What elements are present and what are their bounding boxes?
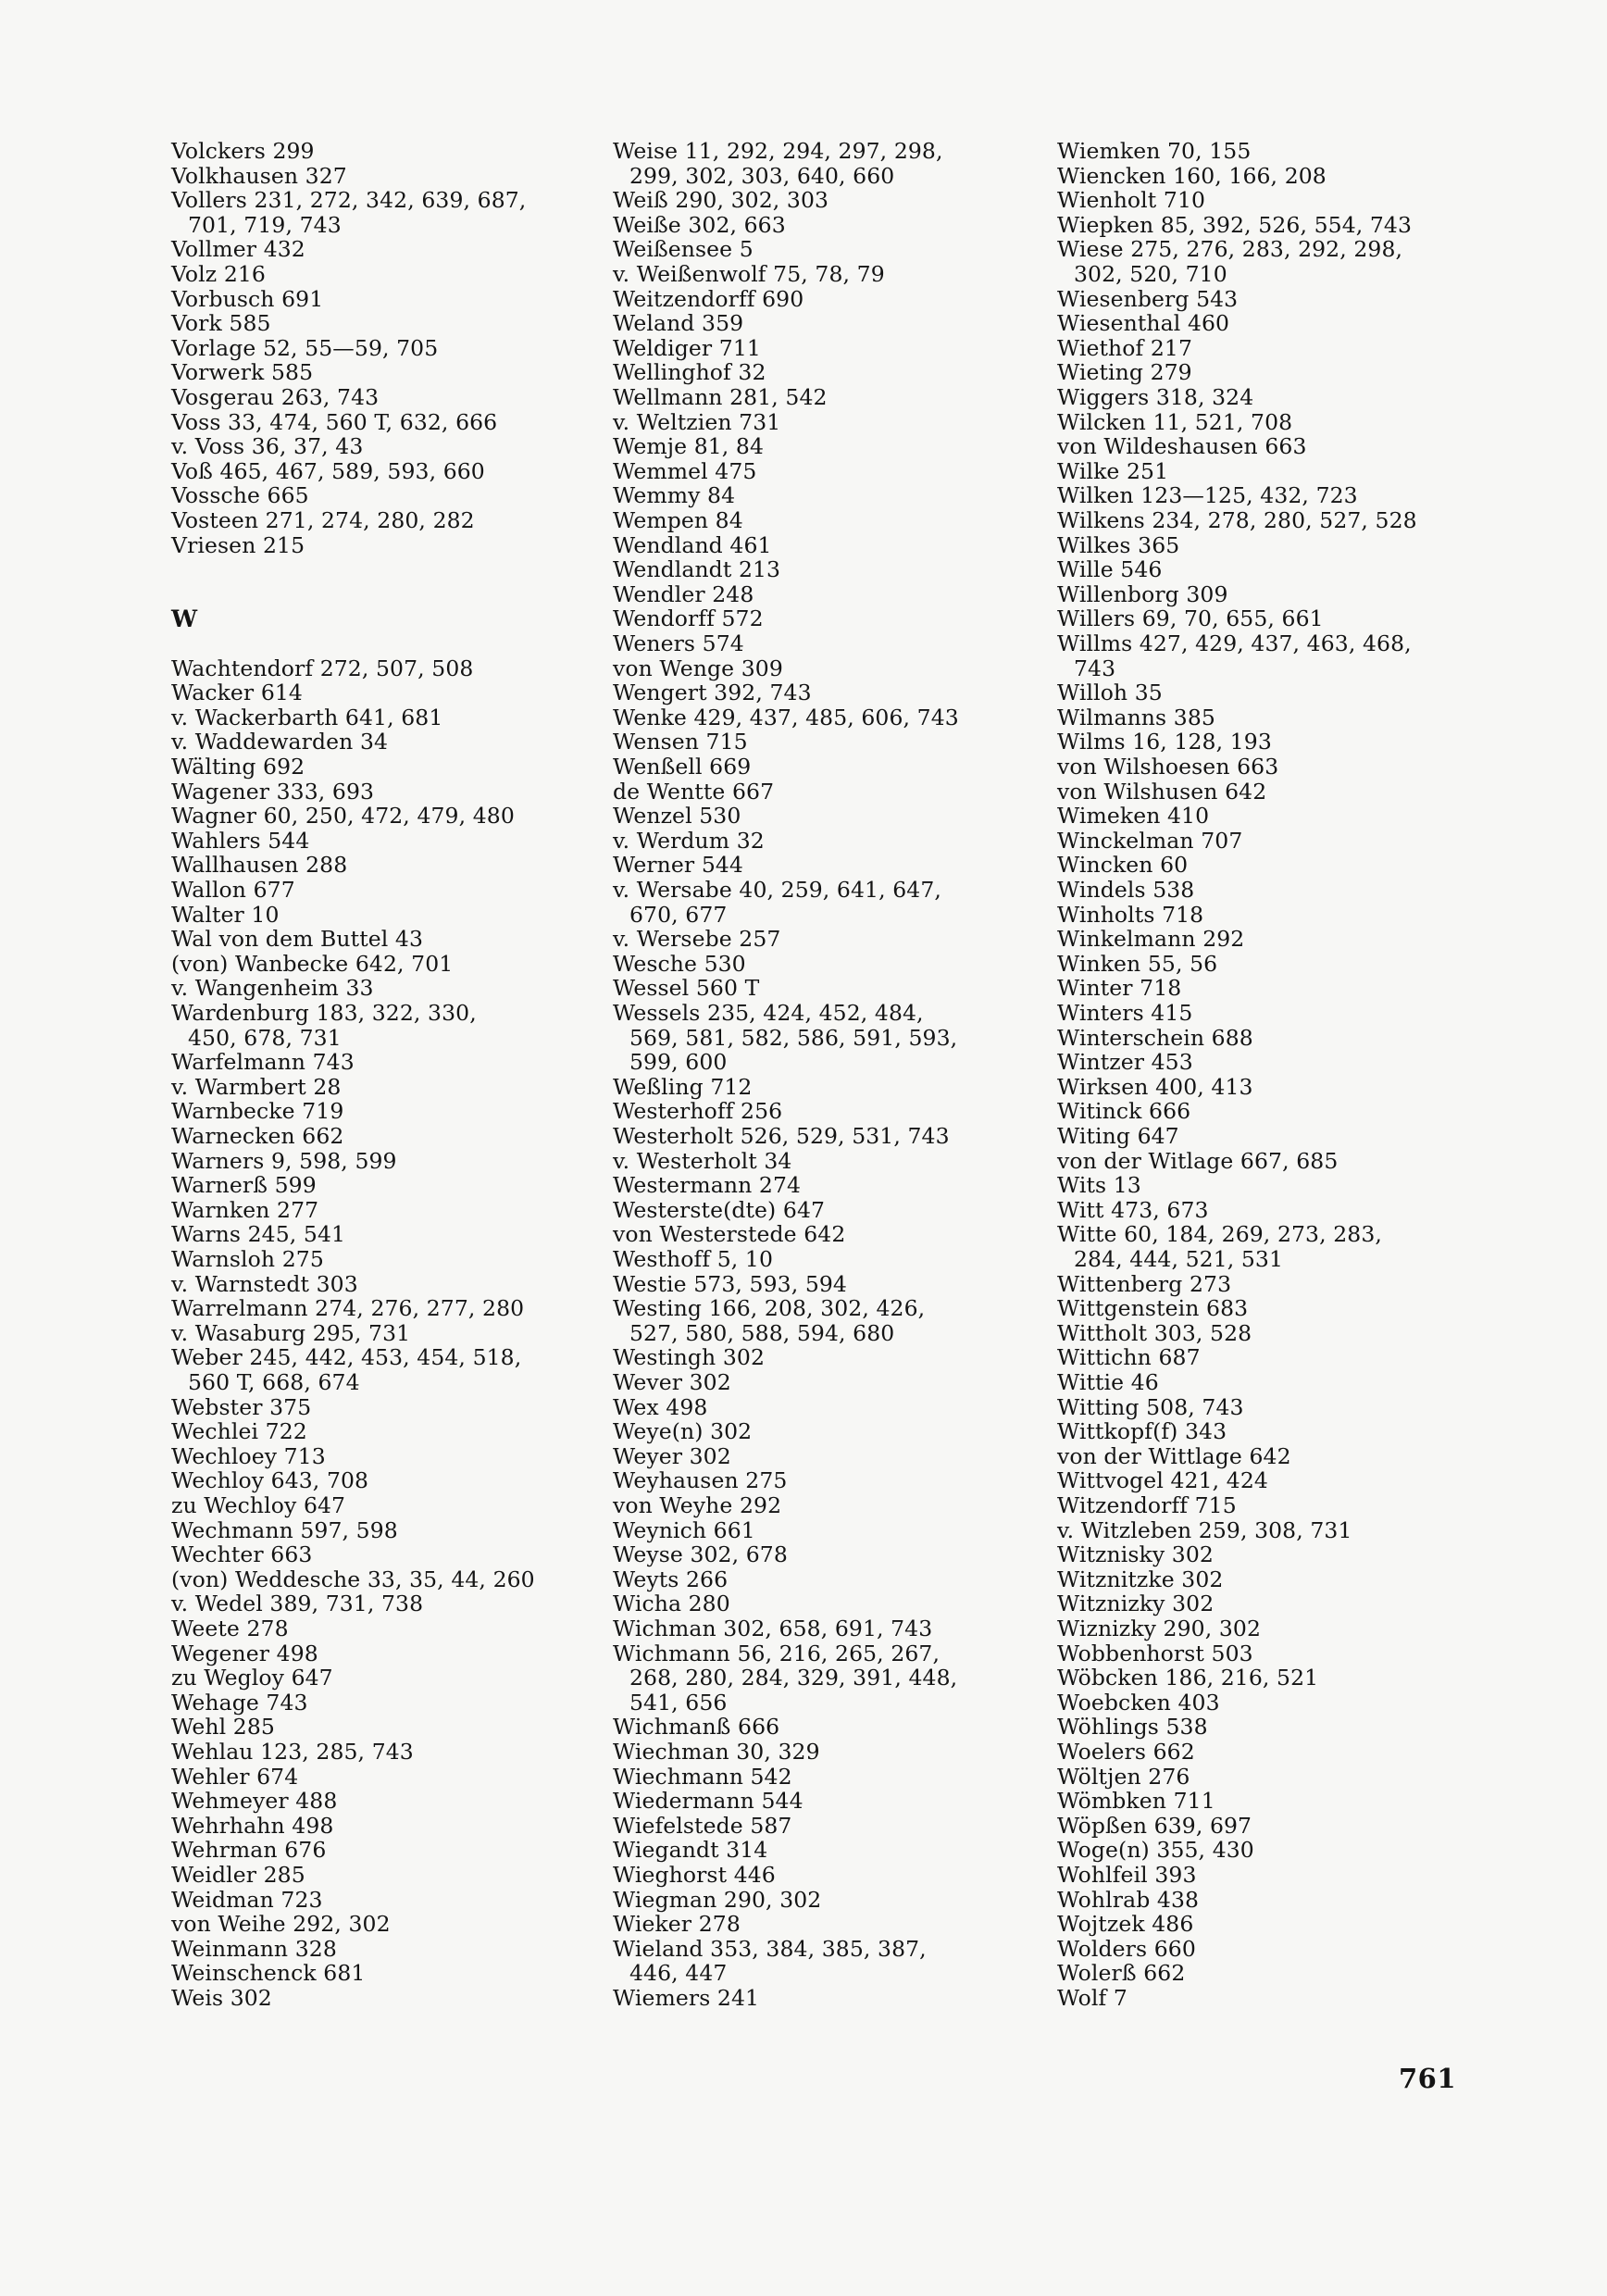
- index-entry: Wex 498: [613, 1393, 708, 1420]
- index-entry: von der Wittlage 642: [1057, 1442, 1291, 1469]
- index-entry: Wilkes 365: [1057, 531, 1180, 558]
- index-entry: Witt 473, 673: [1057, 1196, 1209, 1223]
- index-entry: Wieland 353, 384, 385, 387,: [613, 1935, 927, 1962]
- index-entry: von Westerstede 642: [613, 1221, 846, 1248]
- index-entry: Wobbenhorst 503: [1057, 1640, 1253, 1666]
- index-entry: Wiesenthal 460: [1057, 310, 1230, 337]
- index-entry: Warnerß 599: [171, 1172, 317, 1199]
- index-entry: Wicha 280: [613, 1591, 730, 1617]
- index-entry: Westhoff 5, 10: [613, 1246, 773, 1272]
- index-entry: Wilken 123—125, 432, 723: [1057, 482, 1358, 509]
- index-entry: Weinschenck 681: [171, 1960, 366, 1987]
- index-entry: (von) Wanbecke 642, 701: [171, 950, 454, 977]
- index-entry: Weyse 302, 678: [613, 1541, 788, 1568]
- index-entry: Weise 11, 292, 294, 297, 298,: [613, 138, 943, 164]
- index-entry: Witting 508, 743: [1057, 1393, 1244, 1420]
- index-entry: Wiepken 85, 392, 526, 554, 743: [1057, 211, 1413, 238]
- index-entry-continuation: 446, 447: [629, 1960, 728, 1987]
- index-entry: Weners 574: [613, 630, 744, 656]
- index-entry: Weinmann 328: [171, 1935, 337, 1962]
- index-entry: Wieting 279: [1057, 359, 1192, 386]
- index-entry: Willenborg 309: [1057, 580, 1228, 607]
- index-entry: Vosgerau 263, 743: [171, 384, 380, 410]
- index-entry: Warnecken 662: [171, 1123, 344, 1149]
- index-entry: Wehlau 123, 285, 743: [171, 1739, 414, 1765]
- index-entry-continuation: 268, 280, 284, 329, 391, 448,: [629, 1665, 958, 1691]
- index-entry-continuation: 302, 520, 710: [1074, 261, 1227, 287]
- index-entry: Weye(n) 302: [613, 1418, 753, 1445]
- index-entry: Wohlfeil 393: [1057, 1862, 1197, 1888]
- index-entry: Wichmanß 666: [613, 1714, 780, 1741]
- index-entry: Weis 302: [171, 1985, 272, 2011]
- index-entry: v. Werdum 32: [613, 827, 765, 854]
- index-entry: Wesche 530: [613, 950, 746, 977]
- index-entry: Wilcken 11, 521, 708: [1057, 408, 1293, 435]
- index-entry: Wendorff 572: [613, 605, 764, 632]
- index-entry: Wal von dem Buttel 43: [171, 926, 424, 953]
- index-entry: Wendlandt 213: [613, 556, 781, 583]
- index-entry: Winholts 718: [1057, 901, 1204, 928]
- index-entry: Wittvogel 421, 424: [1057, 1467, 1268, 1494]
- index-entry: Warrelmann 274, 276, 277, 280: [171, 1295, 525, 1322]
- index-entry: Wöbcken 186, 216, 521: [1057, 1665, 1319, 1691]
- index-entry: Westie 573, 593, 594: [613, 1270, 847, 1297]
- index-entry: Wincken 60: [1057, 852, 1189, 879]
- index-entry: zu Wechloy 647: [171, 1492, 346, 1518]
- index-entry: v. Weltzien 731: [613, 408, 781, 435]
- index-entry: Wolf 7: [1057, 1985, 1127, 2011]
- index-entry: Willers 69, 70, 655, 661: [1057, 605, 1324, 632]
- index-entry: Wille 546: [1057, 556, 1163, 583]
- index-entry: Witznitzke 302: [1057, 1566, 1224, 1592]
- index-entry: Westerhoff 256: [613, 1098, 783, 1125]
- index-entry: Wemmel 475: [613, 457, 757, 484]
- index-entry: Wacker 614: [171, 680, 303, 706]
- index-entry: Westingh 302: [613, 1344, 766, 1371]
- index-entry: Wellinghof 32: [613, 359, 766, 386]
- index-entry: Warners 9, 598, 599: [171, 1147, 397, 1174]
- index-entry: v. Weißenwolf 75, 78, 79: [613, 261, 885, 287]
- index-entry: Wengert 392, 743: [613, 680, 812, 706]
- index-entry: Wallon 677: [171, 877, 295, 903]
- index-entry-continuation: 599, 600: [629, 1049, 728, 1076]
- index-entry: v. Warmbert 28: [171, 1073, 342, 1100]
- index-entry: Walter 10: [171, 901, 280, 928]
- index-entry: Weiße 302, 663: [613, 211, 786, 238]
- index-entry: Wehmeyer 488: [171, 1788, 338, 1815]
- index-entry: Wenke 429, 437, 485, 606, 743: [613, 704, 959, 730]
- index-entry: Vork 585: [171, 310, 271, 337]
- section-letter-heading: W: [171, 605, 198, 633]
- index-entry-continuation: 569, 581, 582, 586, 591, 593,: [629, 1024, 958, 1051]
- index-entry: Webster 375: [171, 1393, 312, 1420]
- index-entry: Volckers 299: [171, 138, 315, 164]
- index-entry: Wenßell 669: [613, 754, 752, 780]
- index-entry: v. Westerholt 34: [613, 1147, 792, 1174]
- index-entry: Wiggers 318, 324: [1057, 384, 1254, 410]
- index-entry: Witznisky 302: [1057, 1541, 1214, 1568]
- index-entry: v. Wackerbarth 641, 681: [171, 704, 443, 730]
- index-entry: Winkelmann 292: [1057, 926, 1245, 953]
- index-entry: Wechloey 713: [171, 1442, 326, 1469]
- index-entry: Werner 544: [613, 852, 743, 879]
- index-entry: Voss 33, 474, 560 T, 632, 666: [171, 408, 498, 435]
- index-entry: Weiß 290, 302, 303: [613, 187, 829, 214]
- index-entry: Wehl 285: [171, 1714, 275, 1741]
- index-entry: Weßling 712: [613, 1073, 753, 1100]
- index-entry: Wiznizky 290, 302: [1057, 1616, 1262, 1641]
- index-entry: Wiedermann 544: [613, 1788, 804, 1815]
- index-entry: Wiencken 160, 166, 208: [1057, 162, 1327, 189]
- index-entry-continuation: 560 T, 668, 674: [188, 1369, 360, 1395]
- index-entry: zu Wegloy 647: [171, 1665, 333, 1691]
- index-entry: Wits 13: [1057, 1172, 1141, 1199]
- index-entry: v. Wangenheim 33: [171, 975, 374, 1002]
- index-entry: Weidman 723: [171, 1886, 323, 1913]
- index-entry: Wohlrab 438: [1057, 1886, 1200, 1913]
- index-entry: Wiemken 70, 155: [1057, 138, 1252, 164]
- index-entry: Wälting 692: [171, 754, 305, 780]
- index-entry: Wagner 60, 250, 472, 479, 480: [171, 803, 515, 830]
- index-entry: Westermann 274: [613, 1172, 802, 1199]
- index-entry-continuation: 701, 719, 743: [188, 211, 342, 238]
- index-entry: Wichmann 56, 216, 265, 267,: [613, 1640, 941, 1666]
- index-entry: Wemje 81, 84: [613, 433, 765, 460]
- index-entry: Vosteen 271, 274, 280, 282: [171, 507, 475, 533]
- index-entry: Wehler 674: [171, 1763, 299, 1790]
- index-entry: Wintzer 453: [1057, 1049, 1193, 1076]
- index-entry: v. Wersebe 257: [613, 926, 781, 953]
- index-entry: Volkhausen 327: [171, 162, 347, 189]
- index-entry: Volz 216: [171, 261, 266, 287]
- index-entry: von der Witlage 667, 685: [1057, 1147, 1339, 1174]
- index-entry: v. Voss 36, 37, 43: [171, 433, 364, 460]
- index-entry: Warnsloh 275: [171, 1246, 324, 1272]
- index-entry: Vossche 665: [171, 482, 309, 509]
- index-entry: Winckelman 707: [1057, 827, 1243, 854]
- index-entry: Wolders 660: [1057, 1935, 1196, 1962]
- index-entry: Wiegandt 314: [613, 1837, 768, 1864]
- index-entry: Wilms 16, 128, 193: [1057, 729, 1272, 755]
- index-entry: Wiechmann 542: [613, 1763, 792, 1790]
- index-entry: Weyer 302: [613, 1442, 731, 1469]
- index-entry: Wehage 743: [171, 1689, 308, 1716]
- index-entry: v. Wedel 389, 731, 738: [171, 1591, 424, 1617]
- index-entry: Wimeken 410: [1057, 803, 1210, 830]
- index-entry: Winters 415: [1057, 1000, 1193, 1026]
- index-entry: Warns 245, 541: [171, 1221, 346, 1248]
- index-entry: Warfelmann 743: [171, 1049, 355, 1076]
- index-entry: Wemmy 84: [613, 482, 736, 509]
- index-entry: von Weihe 292, 302: [171, 1911, 391, 1938]
- index-entry: Wechmann 597, 598: [171, 1516, 398, 1543]
- index-entry: von Wilshusen 642: [1057, 778, 1267, 805]
- index-entry: v. Waddewarden 34: [171, 729, 389, 755]
- index-entry: Wessel 560 T: [613, 975, 760, 1002]
- index-entry: Weynich 661: [613, 1516, 755, 1543]
- index-entry: Wichman 302, 658, 691, 743: [613, 1616, 933, 1641]
- index-entry: Witing 647: [1057, 1123, 1179, 1149]
- index-entry: Wessels 235, 424, 452, 484,: [613, 1000, 924, 1026]
- index-entry: Wehrman 676: [171, 1837, 327, 1864]
- index-entry: Wöhlings 538: [1057, 1714, 1208, 1741]
- index-entry: (von) Weddesche 33, 35, 44, 260: [171, 1566, 535, 1592]
- index-entry: Westerholt 526, 529, 531, 743: [613, 1123, 950, 1149]
- index-entry: Wienholt 710: [1057, 187, 1206, 214]
- index-entry: Winken 55, 56: [1057, 950, 1218, 977]
- index-entry: Wieker 278: [613, 1911, 741, 1938]
- index-entry: Witzendorff 715: [1057, 1492, 1237, 1518]
- index-entry-continuation: 541, 656: [629, 1689, 728, 1716]
- index-entry: von Wilshoesen 663: [1057, 754, 1279, 780]
- index-entry: Vorwerk 585: [171, 359, 314, 386]
- index-entry: Wieghorst 446: [613, 1862, 776, 1888]
- index-entry: Wechlei 722: [171, 1418, 307, 1445]
- index-entry: Weißensee 5: [613, 236, 754, 263]
- index-entry: Weber 245, 442, 453, 454, 518,: [171, 1344, 522, 1371]
- index-entry: Wittholt 303, 528: [1057, 1319, 1252, 1346]
- index-entry: Wahlers 544: [171, 827, 310, 854]
- index-entry: de Wentte 667: [613, 778, 775, 805]
- index-entry: Weland 359: [613, 310, 744, 337]
- index-entry: Winterschein 688: [1057, 1024, 1253, 1051]
- index-entry: von Weyhe 292: [613, 1492, 782, 1518]
- index-entry: Willms 427, 429, 437, 463, 468,: [1057, 630, 1412, 656]
- index-entry: Wenzel 530: [613, 803, 741, 830]
- index-entry: Wagener 333, 693: [171, 778, 375, 805]
- index-entry: Weyhausen 275: [613, 1467, 788, 1494]
- index-entry: Westing 166, 208, 302, 426,: [613, 1295, 926, 1322]
- index-entry: Windels 538: [1057, 877, 1195, 903]
- index-entry: v. Wersabe 40, 259, 641, 647,: [613, 877, 941, 903]
- index-entry: Wöltjen 276: [1057, 1763, 1190, 1790]
- index-entry-continuation: 284, 444, 521, 531: [1074, 1246, 1284, 1272]
- index-entry: Wittichn 687: [1057, 1344, 1201, 1371]
- index-entry: Witznizky 302: [1057, 1591, 1215, 1617]
- index-entry: von Wildeshausen 663: [1057, 433, 1307, 460]
- index-entry: Wendland 461: [613, 531, 772, 558]
- index-entry: Westerste(dte) 647: [613, 1196, 826, 1223]
- index-entry: Vorlage 52, 55—59, 705: [171, 334, 439, 361]
- index-entry: Vorbusch 691: [171, 285, 324, 312]
- page-number: 761: [1399, 2063, 1457, 2094]
- index-entry: v. Wasaburg 295, 731: [171, 1319, 411, 1346]
- index-entry: v. Witzleben 259, 308, 731: [1057, 1516, 1352, 1543]
- index-entry: Wendler 248: [613, 580, 754, 607]
- index-entry: Weidler 285: [171, 1862, 305, 1888]
- index-entry: Wiemers 241: [613, 1985, 760, 2011]
- index-entry: Wojtzek 486: [1057, 1911, 1194, 1938]
- index-entry-continuation: 743: [1074, 655, 1116, 681]
- index-entry: Wegener 498: [171, 1640, 318, 1666]
- index-entry: Wiegman 290, 302: [613, 1886, 822, 1913]
- index-entry: Wensen 715: [613, 729, 748, 755]
- index-entry: Vollers 231, 272, 342, 639, 687,: [171, 187, 527, 214]
- index-entry: Winter 718: [1057, 975, 1182, 1002]
- index-entry: Wiethof 217: [1057, 334, 1193, 361]
- index-entry: Witte 60, 184, 269, 273, 283,: [1057, 1221, 1382, 1248]
- index-entry: v. Warnstedt 303: [171, 1270, 358, 1297]
- index-entry: Weitzendorff 690: [613, 285, 804, 312]
- index-entry: Wirksen 400, 413: [1057, 1073, 1253, 1100]
- index-entry: Voß 465, 467, 589, 593, 660: [171, 457, 485, 484]
- index-entry: Vriesen 215: [171, 531, 305, 558]
- index-entry: Wallhausen 288: [171, 852, 348, 879]
- index-entry: Woelers 662: [1057, 1739, 1195, 1765]
- index-entry: Woge(n) 355, 430: [1057, 1837, 1254, 1864]
- index-entry: Warnken 277: [171, 1196, 319, 1223]
- index-entry: Wardenburg 183, 322, 330,: [171, 1000, 477, 1026]
- index-entry: Wittgenstein 683: [1057, 1295, 1249, 1322]
- index-entry-continuation: 299, 302, 303, 640, 660: [629, 162, 895, 189]
- index-entry: Weyts 266: [613, 1566, 729, 1592]
- index-entry: Wechter 663: [171, 1541, 313, 1568]
- index-entry: Wittie 46: [1057, 1369, 1159, 1395]
- index-entry: Willoh 35: [1057, 680, 1163, 706]
- index-entry-continuation: 527, 580, 588, 594, 680: [629, 1319, 895, 1346]
- index-entry: Weldiger 711: [613, 334, 761, 361]
- index-entry: Wittkopf(f) 343: [1057, 1418, 1227, 1445]
- index-entry: Wehrhahn 498: [171, 1812, 334, 1839]
- index-entry: Wittenberg 273: [1057, 1270, 1232, 1297]
- index-entry: Wilke 251: [1057, 457, 1169, 484]
- index-entry: Wolerß 662: [1057, 1960, 1186, 1987]
- index-entry: Wilmanns 385: [1057, 704, 1215, 730]
- index-entry: Wiechman 30, 329: [613, 1739, 820, 1765]
- index-entry: Witinck 666: [1057, 1098, 1191, 1125]
- index-entry: Wiefelstede 587: [613, 1812, 792, 1839]
- index-entry: Vollmer 432: [171, 236, 305, 263]
- index-entry: von Wenge 309: [613, 655, 783, 681]
- index-entry: Wever 302: [613, 1369, 731, 1395]
- index-entry: Wilkens 234, 278, 280, 527, 528: [1057, 507, 1417, 533]
- index-entry: Woebcken 403: [1057, 1689, 1220, 1716]
- index-entry: Wachtendorf 272, 507, 508: [171, 655, 474, 681]
- index-entry: Warnbecke 719: [171, 1098, 344, 1125]
- index-entry: Wöpßen 639, 697: [1057, 1812, 1252, 1839]
- index-entry: Wempen 84: [613, 507, 743, 533]
- index-entry-continuation: 670, 677: [629, 901, 728, 928]
- index-entry: Wiese 275, 276, 283, 292, 298,: [1057, 236, 1403, 263]
- index-entry: Weete 278: [171, 1616, 289, 1641]
- index-entry: Wömbken 711: [1057, 1788, 1215, 1815]
- index-entry: Wechloy 643, 708: [171, 1467, 369, 1494]
- index-entry: Wiesenberg 543: [1057, 285, 1239, 312]
- index-entry: Wellmann 281, 542: [613, 384, 828, 410]
- index-entry-continuation: 450, 678, 731: [188, 1024, 342, 1051]
